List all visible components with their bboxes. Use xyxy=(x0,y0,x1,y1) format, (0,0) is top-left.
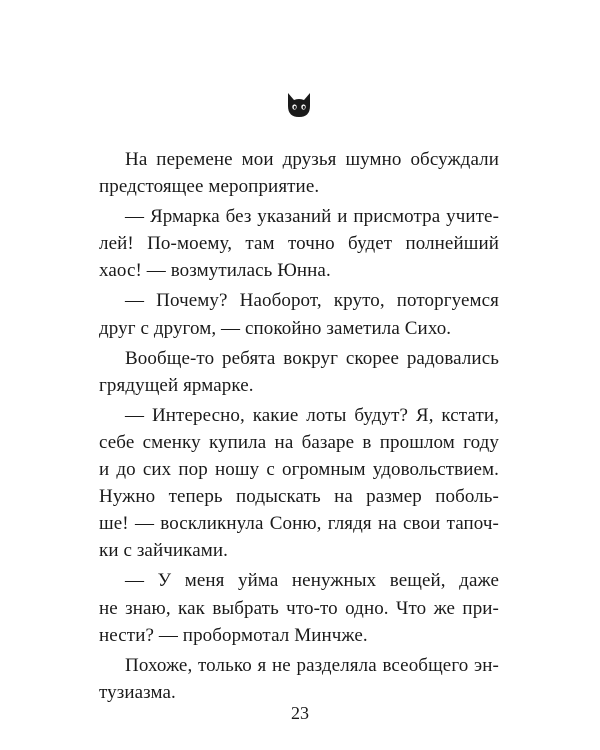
paragraph-6 xyxy=(99,567,499,648)
paragraph-4 xyxy=(99,345,499,399)
text-line: тузиазма. xyxy=(99,681,176,703)
text-line: друг с другом, — спокойно заметила Сихо. xyxy=(99,317,452,339)
text-line: и до сих пор ношу с огромным удовольствием. xyxy=(99,459,499,481)
cat-head-icon xyxy=(284,90,314,120)
paragraph-2 xyxy=(99,203,499,284)
paragraph-3 xyxy=(99,287,499,341)
text-line: Похоже, только я не разделяла всеобщего эн- xyxy=(125,654,499,676)
text-line: себе сменку купила на базаре в прошлом году xyxy=(99,431,499,453)
cat-head-shape xyxy=(288,93,310,117)
text-line: Нужно теперь подыскать на размер поболь- xyxy=(99,486,499,508)
text-line: нести? — пробормотал Минчже. xyxy=(99,624,368,646)
text-line: предстоящее мероприятие. xyxy=(99,176,320,198)
text-line: не знаю, как выбрать что-то одно. Что же при- xyxy=(99,597,499,619)
text-line: хаос! — возмутилась Юнна. xyxy=(99,260,331,282)
text-line: лей! По-моему, там точно будет полнейший xyxy=(99,233,499,255)
text-line: На перемене мои друзья шумно обсуждали xyxy=(125,149,499,170)
cat-right-pupil xyxy=(303,106,305,109)
paragraph-1 xyxy=(99,146,499,200)
cat-left-pupil xyxy=(294,106,296,109)
text-line: — У меня уйма ненужных вещей, даже xyxy=(125,570,499,592)
text-line: — Почему? Наоборот, круто, поторгуемся xyxy=(125,290,499,312)
text-line: грядущей ярмарке. xyxy=(99,374,254,396)
paragraph-5 xyxy=(99,402,499,565)
paragraph-7 xyxy=(99,652,499,706)
body-text xyxy=(99,146,499,709)
text-line: — Ярмарка без указаний и присмотра учите- xyxy=(125,206,499,228)
text-line: Вообще-то ребята вокруг скорее радовались xyxy=(125,347,499,369)
text-line: — Интересно, какие лоты будут? Я, кстати, xyxy=(125,404,499,426)
text-line: ше! — воскликнула Соню, глядя на свои тапоч- xyxy=(99,513,499,535)
page-number: 23 xyxy=(291,703,309,723)
text-line: ки с зайчиками. xyxy=(99,540,228,562)
